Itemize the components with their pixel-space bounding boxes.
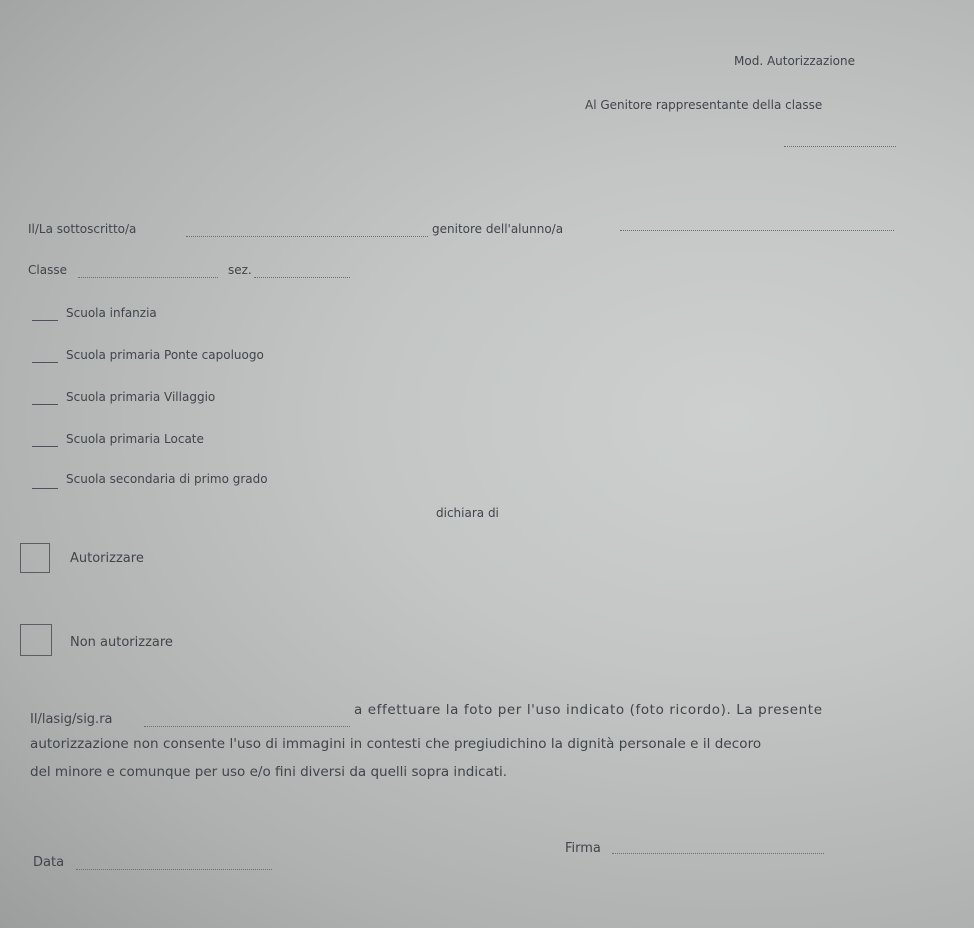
school-item-secondaria: Scuola secondaria di primo grado: [66, 472, 268, 486]
school-item-infanzia: Scuola infanzia: [66, 306, 157, 320]
not-authorize-label: Non autorizzare: [70, 635, 173, 650]
statement-name-field[interactable]: [144, 726, 350, 727]
date-field[interactable]: [76, 869, 272, 870]
school-blank-infanzia[interactable]: [32, 320, 58, 321]
school-blank-ponte[interactable]: [32, 362, 58, 363]
school-blank-secondaria[interactable]: [32, 488, 58, 489]
section-label: sez.: [228, 263, 252, 277]
date-label: Data: [33, 855, 65, 870]
school-blank-villaggio[interactable]: [32, 404, 58, 405]
statement-prefix: Il/lasig/sig.ra: [30, 712, 113, 727]
parent-of-label: genitore dell'alunno/a: [432, 222, 564, 236]
school-item-locate: Scuola primaria Locate: [66, 432, 204, 446]
signature-field[interactable]: [612, 853, 824, 854]
section-field[interactable]: [254, 277, 350, 278]
signature-label: Firma: [565, 841, 601, 856]
class-field[interactable]: [78, 277, 218, 278]
student-name-field[interactable]: [620, 230, 894, 231]
statement-line1: a effettuare la foto per l'uso indicato (foto ricordo). La presente: [354, 702, 823, 718]
model-label: Mod. Autorizzazione: [734, 54, 855, 68]
not-authorize-checkbox[interactable]: [20, 624, 52, 656]
class-rep-blank-line[interactable]: [784, 146, 896, 147]
school-item-villaggio: Scuola primaria Villaggio: [66, 390, 216, 404]
school-blank-locate[interactable]: [32, 446, 58, 447]
school-item-ponte: Scuola primaria Ponte capoluogo: [66, 348, 264, 362]
class-label: Classe: [28, 263, 67, 277]
declares-label: dichiara di: [436, 506, 499, 520]
statement-line3: del minore e comunque per uso e/o fini diversi da quelli sopra indicati.: [30, 764, 508, 780]
undersigned-name-field[interactable]: [186, 236, 428, 237]
recipient-label: Al Genitore rappresentante della classe: [585, 98, 823, 112]
authorize-label: Autorizzare: [70, 551, 144, 566]
undersigned-label: Il/La sottoscritto/a: [28, 222, 137, 236]
statement-line2: autorizzazione non consente l'uso di immagini in contesti che pregiudichino la dignità personale e il decoro: [30, 736, 762, 752]
authorize-checkbox[interactable]: [20, 543, 50, 573]
